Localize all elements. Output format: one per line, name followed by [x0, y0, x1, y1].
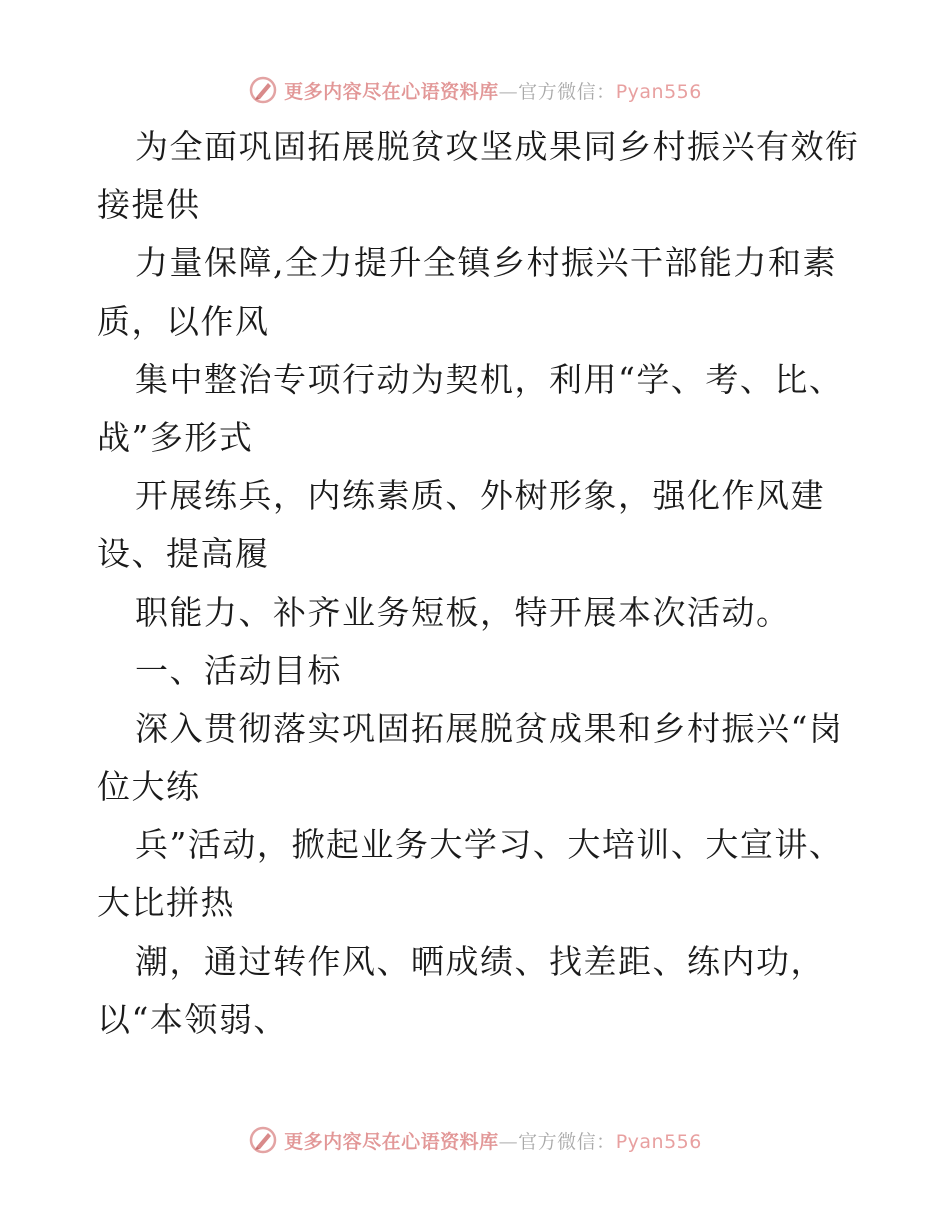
- text-line: 接提供: [97, 185, 201, 225]
- text-line: 职能力、补齐业务短板，特开展本次活动。: [135, 592, 791, 632]
- watermark-text: [284, 1127, 702, 1154]
- watermark-dash: —: [498, 1130, 519, 1153]
- text-line: 战”多形式: [97, 417, 254, 457]
- header-watermark: [0, 72, 950, 108]
- text-line: 为全面巩固拓展脱贫攻坚成果同乡村振兴有效衔: [135, 127, 860, 166]
- text-line: 一、活动目标: [135, 650, 342, 690]
- watermark-site: 更多内容尽在心语资料库: [284, 1130, 499, 1153]
- text-line: 大比拼热: [97, 883, 235, 923]
- watermark-text: [284, 77, 702, 104]
- watermark-handle: Pyan556: [615, 80, 702, 103]
- text-line: 以“本领弱、: [97, 999, 288, 1039]
- text-line: 兵”活动，掀起业务大学习、大培训、大宣讲、: [135, 825, 844, 865]
- text-line: 开展练兵，内练素质、外树形象，强化作风建: [135, 476, 825, 516]
- watermark-handle: Pyan556: [615, 1130, 702, 1153]
- watermark-label: 官方微信：: [518, 80, 616, 103]
- pen-logo-icon: [248, 75, 278, 105]
- document-body: [97, 118, 867, 1049]
- text-line: 位大练: [97, 767, 201, 807]
- text-line: 潮，通过转作风、晒成绩、找差距、练内功，: [135, 941, 825, 981]
- footer-watermark: [0, 1122, 950, 1158]
- text-line: 力量保障,全力提升全镇乡村振兴干部能力和素: [135, 243, 837, 283]
- text-line: 质，以作风: [97, 301, 270, 341]
- text-line: 集中整治专项行动为契机，利用“学、考、比、: [135, 359, 844, 399]
- text-line: 深入贯彻落实巩固拓展脱贫成果和乡村振兴“岗: [135, 708, 844, 748]
- text-line: 设、提高履: [97, 534, 270, 574]
- watermark-dash: —: [498, 80, 519, 103]
- pen-logo-icon: [248, 1125, 278, 1155]
- watermark-site: 更多内容尽在心语资料库: [284, 80, 499, 103]
- watermark-label: 官方微信：: [518, 1130, 616, 1153]
